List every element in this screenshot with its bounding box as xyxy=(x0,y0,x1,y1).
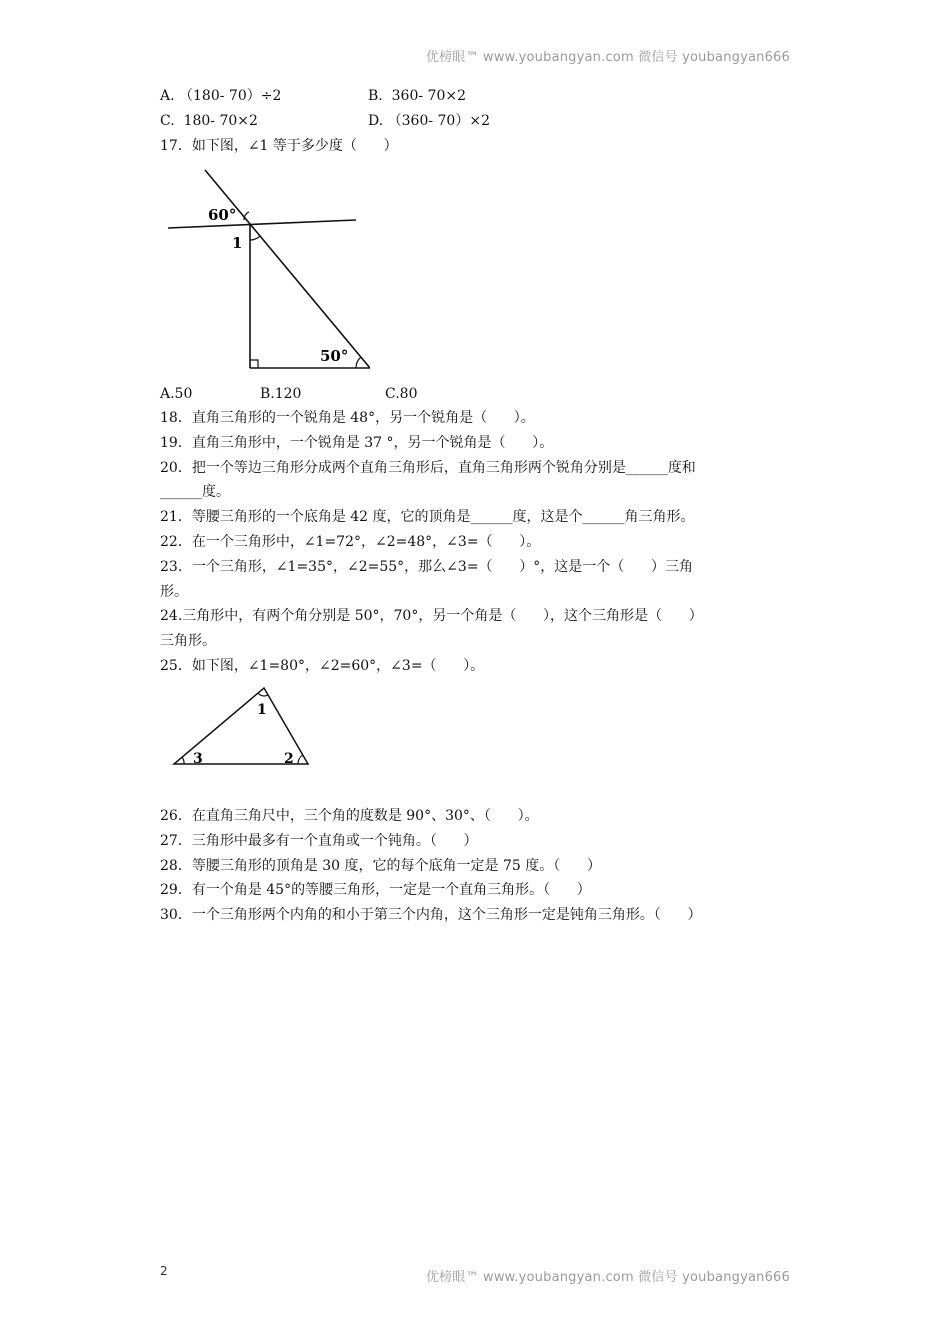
q26-text: 26．在直角三角尺中，三个角的度数是 90°、30°、（ ）。 xyxy=(160,808,539,824)
page-number: 2 xyxy=(160,1264,168,1278)
q16-options-row2 xyxy=(160,109,790,134)
q24-text: 24.三角形中，有两个角分别是 50°，70°，另一个角是（ ），这个三角形是（ ） xyxy=(160,608,703,625)
page-footer-watermark: 优榜眼™ www.youbangyan.com 微信号 youbangyan666 xyxy=(425,1270,790,1285)
q16-option-c: C. 180- 70×2 xyxy=(160,112,258,129)
page-header-watermark: 优榜眼™ www.youbangyan.com 微信号 youbangyan666 xyxy=(425,50,790,65)
q16-option-a: A. （180- 70）÷2 xyxy=(160,88,282,104)
q17-diagonal-line xyxy=(205,170,370,368)
question-block-26-30 xyxy=(160,804,790,928)
q16-option-b: B. 360- 70×2 xyxy=(368,88,466,104)
q23-text: 23．一个三角形，∠1=35°，∠2=55°，那么∠3=（ ）°，这是一个（ ）三角 xyxy=(160,558,693,575)
angle-arc-q25-2 xyxy=(298,755,303,764)
q19-text: 19．直角三角形中，一个锐角是 37 °，另一个锐角是（ ）。 xyxy=(160,434,554,451)
q21-text: 21．等腰三角形的一个底角是 42 度，它的顶角是______度，这是个______角三角形。 xyxy=(160,509,695,526)
q16-options-row1 xyxy=(160,84,790,109)
q17-horizontal-line xyxy=(168,220,356,228)
q25-figure xyxy=(160,684,320,770)
label-60-degrees: 60° xyxy=(208,206,237,224)
q18-text: 18．直角三角形的一个锐角是 48°，另一个锐角是（ ）。 xyxy=(160,410,535,426)
q30-text: 30．一个三角形两个内角的和小于第三个内角，这个三角形一定是钝角三角形。（ ） xyxy=(160,907,702,924)
question-block-18-25 xyxy=(160,406,790,679)
q16-option-d: D. （360- 70）×2 xyxy=(368,112,490,129)
question-block-16 xyxy=(160,84,790,158)
label-50-degrees: 50° xyxy=(320,347,349,365)
label-q25-angle-1: 1 xyxy=(257,702,267,718)
label-q25-angle-2: 2 xyxy=(284,751,294,767)
q17-option-a: A.50 xyxy=(160,386,193,402)
label-q25-angle-3: 3 xyxy=(193,751,203,767)
label-angle-1: 1 xyxy=(232,234,243,252)
q22-text: 22．在一个三角形中，∠1=72°，∠2=48°，∠3=（ ）。 xyxy=(160,533,541,550)
q17-figure xyxy=(160,162,370,374)
q23-text-cont: 形。 xyxy=(160,583,188,600)
right-angle-mark xyxy=(250,360,258,368)
q24-text-cont: 三角形。 xyxy=(160,633,216,650)
angle-arc-1 xyxy=(250,236,260,240)
q17-options xyxy=(160,382,790,407)
q17-option-c: C.80 xyxy=(385,386,418,402)
q20-text-cont: ______度。 xyxy=(160,484,230,501)
q29-text: 29．有一个角是 45°的等腰三角形，一定是一个直角三角形。（ ） xyxy=(160,882,591,899)
q17-text: 17．如下图，∠1 等于多少度（ ） xyxy=(160,137,398,154)
q17-option-b: B.120 xyxy=(260,386,302,402)
q25-text: 25．如下图，∠1=80°，∠2=60°，∠3=（ ）。 xyxy=(160,657,485,674)
q20-text: 20．把一个等边三角形分成两个直角三角形后，直角三角形两个锐角分别是______度和 xyxy=(160,459,696,476)
angle-arc-50 xyxy=(356,357,361,368)
angle-arc-q25-3 xyxy=(182,757,184,764)
q28-text: 28．等腰三角形的顶角是 30 度，它的每个底角一定是 75 度。（ ） xyxy=(160,857,601,874)
q27-text: 27．三角形中最多有一个直角或一个钝角。（ ） xyxy=(160,832,478,849)
q17-options-row xyxy=(160,382,790,407)
